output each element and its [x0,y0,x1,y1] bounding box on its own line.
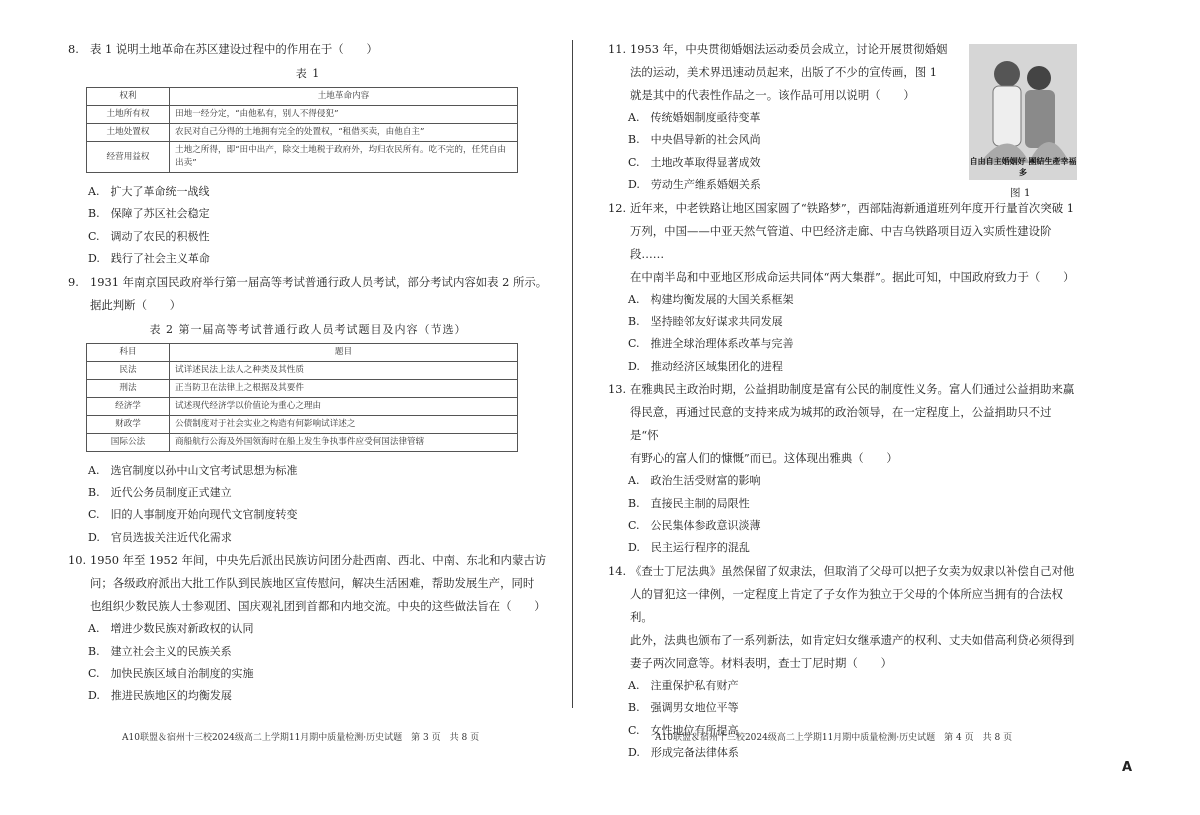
option-d: D. 民主运行程序的混乱 [628,541,750,555]
table-row: 经营用益权 土地之所得，即“田中出产，除交土地税于政府外，均归农民所有。吃不完的，任凭自由出卖” [87,142,518,173]
table-row: 民法 试详述民法上法人之种类及其性质 [87,361,518,379]
option-d: D. 劳动生产维系婚姻关系 [628,178,761,192]
question-11-stem: 11. 1953 年，中央贯彻婚姻法运动委员会成立，讨论开展贯彻婚姻 [608,42,948,56]
propaganda-poster-image [969,44,1077,180]
question-8-stem: 8. 表 1 说明土地革命在苏区建设过程中的作用在于（ ） [68,42,378,56]
option-c: C. 加快民族区域自治制度的实施 [88,667,254,681]
option-a: A. 增进少数民族对新政权的认同 [88,622,254,636]
poster-slogan: 自由自主婚姻好 團結生產幸福多 [969,157,1077,177]
table-row: 土地所有权 田地一经分定，“由他私有，别人不得侵犯” [87,106,518,124]
option-c: C. 女性地位有所提高 [628,723,739,737]
table-row: 经济学 试述现代经济学以价值论为重心之理由 [87,397,518,415]
table-1-title: 表 1 [295,67,321,80]
figure-1-caption: 图 1 [1010,187,1031,199]
option-a: A. 构建均衡发展的大国关系框架 [628,292,794,306]
corner-mark: A [1122,760,1133,775]
option-a: A. 选官制度以孙中山文官考试思想为标准 [88,463,298,477]
option-d: D. 推动经济区域集团化的进程 [628,359,783,373]
option-d: D. 官员选拔关注近代化需求 [88,530,232,544]
table-row: 刑法 正当防卫在法律上之根据及其要件 [87,379,518,397]
question-12-stem: 12. 近年来，中老铁路让地区国家圆了“铁路梦”，西部陆海新通道班列年度开行量首次突破 1 [608,200,1074,215]
table-2-title: 表 2 第一届高等考试普通行政人员考试题目及内容（节选） [149,322,467,336]
option-b: B. 中央倡导新的社会风尚 [628,133,761,147]
option-a: A. 扩大了革命统一战线 [88,185,210,198]
question-13-stem: 13. 在雅典民主政治时期，公益捐助制度是富有公民的制度性义务。富人们通过公益捐助来赢 [608,382,1075,397]
left-column: 8. 表 1 说明土地革命在苏区建设过程中的作用在于（ ） 表 1 权利 土地革命内容 土地所有权 田地一经分定，“由他私有，别人不得侵犯” 土地处置权 农民对自己分得的土地拥有完全的处置权，“租借买卖，由他自主” 经营用益权 土地之所得，即“田中出产，除交土地税于政府外，均归农民所有。吃不完的，任凭自由出卖” A. 扩大了革命统一战线 B. 保障了苏区社会稳定 C. 调动了农民的积极性 D. 践行了社会主义革命 9. 1931 年南京国民政府举行第一届高等考试普通行政人员考试，部分考试内容如表 2 所示。 据此判断（ ） 表 2 第一届高等考试普通行政人员考试题目及内容（节选） 科目 题目 民法 试详述民法上法人之种类及其性质 刑法 正当防卫在法律上之根据及其要件 经济学 试述现代经济学以价值论为重心之理由 财政学 公债制度对于社会实业之构造有何影响试详述之 国际公法 商船航行公海及外国领海时在船上发生争执事件应受何国法律管辖 A. 选官制度以孙中山文官考试思想为标准 B. 近代公务员制度正式建立 C. 旧的人事制度开始向现代文官制度转变 D. 官员选拔关注近代化需求 10. 1950 年至 1952 年间，中央先后派出民族访问团分赴西南、西北、中南、东北和内蒙古访 问；各级政府派出大批工作队到民族地区宣传慰问，解决生活困难，帮助发展生产，同时 也组织少数民族人士参观团、国庆观礼团到首都和内地交流。中央的这些做法旨在（ ） A. 增进少数民族对新政权的认同 B. 建立社会主义的民族关系 C. 加快民族区域自治制度的实施 D. 推进民族地区的均衡发展 [68,38,548,708]
option-a: A. 政治生活受财富的影响 [628,474,761,488]
option-c: C. 土地改革取得显著成效 [628,155,761,169]
question-9-stem: 9. 1931 年南京国民政府举行第一届高等考试普通行政人员考试，部分考试内容如表 2 所示。 [68,274,548,289]
option-d: D. 践行了社会主义革命 [88,252,210,266]
table-row: 财政学 公债制度对于社会实业之构造有何影响试详述之 [87,415,518,433]
option-a: A. 注重保护私有财产 [628,678,739,692]
option-b: B. 建立社会主义的民族关系 [88,644,232,658]
option-b: B. 近代公务员制度正式建立 [88,486,232,500]
option-c: C. 推进全球治理体系改革与完善 [628,337,794,351]
option-b: B. 强调男女地位平等 [628,701,739,715]
column-divider [572,40,573,708]
option-c: C. 公民集体参政意识淡薄 [628,519,761,533]
question-10-stem: 10. 1950 年至 1952 年间，中央先后派出民族访问团分赴西南、西北、中南、东北和内蒙古访 [68,553,547,568]
option-c: C. 调动了农民的积极性 [88,229,210,243]
right-column: 11. 1953 年，中央贯彻婚姻法运动委员会成立，讨论开展贯彻婚姻 法的运动，美术界迅速动员起来，出版了不少的宣传画，图 1 就是其中的代表性作品之一。该作品可用以说明（ ） A. 传统婚姻制度亟待变革 B. 中央倡导新的社会风尚 C. 土地改革取得显著成效 D. 劳动生产维系婚姻关系 12. 近年来，中老铁路让地区国家圆了“铁路梦”，西部陆海新通道班列年度开行量首次突破 1 万列，中国——中亚天然气管道、中巴经济走廊、中吉乌铁路项目迈入实质性建设阶段…… 在中南半岛和中亚地区形成命运共同体“两大集群”。据此可知，中国政府致力于（ ） A. 构建均衡发展的大国关系框架 B. 坚持睦邻友好谋求共同发展 C. 推进全球治理体系改革与完善 D. 推动经济区域集团化的进程 13. 在雅典民主政治时期，公益捐助制度是富有公民的制度性义务。富人们通过公益捐助来赢 得民意，再通过民意的支持来成为城邦的政治领导，在一定程度上，公益捐助只不过是“怀 有野心的富人们的慷慨”而已。这体现出雅典（ ） A. 政治生活受财富的影响 B. 直接民主制的局限性 C. 公民集体参政意识淡薄 D. 民主运行程序的混乱 14. 《查士丁尼法典》虽然保留了奴隶法，但取消了父母可以把子女卖为奴隶以补偿自己对他 人的冒犯这一律例，一定程度上肯定了子女作为独立于父母的个体所应当拥有的合法权利。 此外，法典也颁布了一系列新法，如肯定妇女继承遗产的权利、丈夫如借高利贷必须得到 妻子两次同意等。材料表明，查士丁尼时期（ ） A. 注重保护私有财产 B. 强调男女地位平等 C. 女性地位有所提高 D. 形成完备法律体系 [608,38,1080,765]
option-c: C. 旧的人事制度开始向现代文官制度转变 [88,508,298,522]
page-footer-right: A10联盟＆宿州十三校2024级高二上学期11月期中质量检测·历史试题 第 4 页 共 8 页 [655,733,1013,743]
question-14-stem: 14. 《查士丁尼法典》虽然保留了奴隶法，但取消了父母可以把子女卖为奴隶以补偿自己对他 [608,563,1075,578]
option-a: A. 传统婚姻制度亟待变革 [628,111,761,124]
option-b: B. 保障了苏区社会稳定 [88,207,210,221]
table-1: 权利 土地革命内容 土地所有权 田地一经分定，“由他私有，别人不得侵犯” 土地处置权 农民对自己分得的土地拥有完全的处置权，“租借买卖，由他自主” 经营用益权 土地之所得，即“田中出产，除交土地税于政府外，均归农民所有。吃不完的，任凭自由出卖” [86,87,518,173]
table-row: 国际公法 商船航行公海及外国领海时在船上发生争执事件应受何国法律管辖 [87,433,518,451]
page-footer-left: A10联盟＆宿州十三校2024级高二上学期11月期中质量检测·历史试题 第 3 页 共 8 页 [122,733,480,743]
option-b: B. 坚持睦邻友好谋求共同发展 [628,315,783,329]
option-b: B. 直接民主制的局限性 [628,496,750,510]
table-2: 科目 题目 民法 试详述民法上法人之种类及其性质 刑法 正当防卫在法律上之根据及其要件 经济学 试述现代经济学以价值论为重心之理由 财政学 公债制度对于社会实业之构造有何影响试详述之 国际公法 商船航行公海及外国领海时在船上发生争执事件应受何国法律管辖 [86,343,518,452]
option-d: D. 推进民族地区的均衡发展 [88,689,232,703]
option-d: D. 形成完备法律体系 [628,746,739,760]
table-row: 土地处置权 农民对自己分得的土地拥有完全的处置权，“租借买卖，由他自主” [87,124,518,142]
